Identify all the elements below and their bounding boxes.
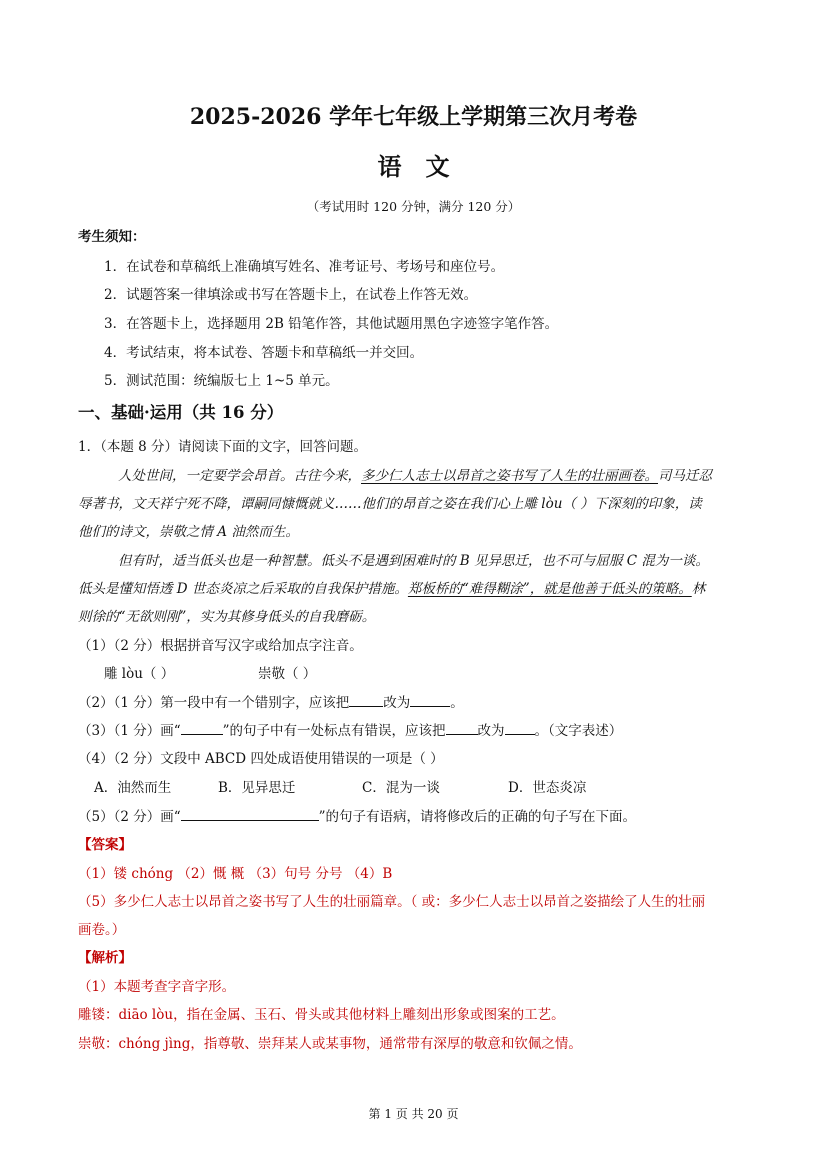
answer-blank[interactable] [410,692,450,707]
underlined-sentence: 多少仁人志士以昂首之姿书写了人生的壮丽画卷。 [361,468,658,484]
passage-line [78,577,705,597]
sub3-text: ”的句子中有一处标点有错误，应该把 [222,723,446,739]
passage-line: 他们的诗文，崇敬之情 A 油然而生。 [78,524,299,540]
analysis-line: 崇敬：chóng jìng，指尊敬、崇拜某人或某事物，通常带有深厚的敬意和钦佩之情。 [78,1036,582,1052]
answer-blank[interactable] [446,720,478,735]
choice-options [94,776,714,794]
option-c[interactable]: C．混为一谈 [362,780,440,796]
analysis-heading: 【解析】 [78,950,132,966]
subject-title: 语文 [377,152,474,181]
exam-time-info: （考试用时 120 分钟，满分 120 分） [306,199,521,214]
underlined-sentence: 郑板桥的“难得糊涂”，就是他善于低头的策略。 [407,581,692,597]
sub1-blank-b[interactable]: 崇敬（ ） [258,666,317,682]
passage-text: 人处世间，一定要学会昂首。古往今来， [118,468,361,484]
sub-question-5 [78,805,636,825]
question-stem: 1．（本题 8 分）请阅读下面的文字，回答问题。 [78,439,368,455]
sub2-text: （2）（1 分）第一段中有一个错别字，应该把 [78,695,350,711]
sub1-blank-a[interactable]: 雕 lòu（ ） [104,666,175,682]
passage-text: 低头是懂知悟透 D 世态炎凉之后采取的自我保护措施。 [78,581,408,597]
analysis-line: 雕镂：diāo lòu，指在金属、玉石、骨头或其他材料上雕刻出形象或图案的工艺。 [78,1007,565,1023]
passage-line: 但有时，适当低头也是一种智慧。低头不是遇到困难时的 B 见异思迁，也不可与屈服 C 混为一谈。 [118,553,709,569]
sub3-text: 。（文字表述） [534,723,623,739]
answer-line: （1）镂 chóng （2）慨 概 （3）句号 分号 （4）B [78,866,393,882]
sub2-text: 。 [450,695,464,711]
sub3-text: （3）（1 分）画“ [78,723,181,739]
passage-line: 辱著书，文天祥宁死不降，谭嗣同慷慨就义……他们的昂首之姿在我们心上雕 lòu（ ）下深刻的印象，读 [78,496,702,512]
notice-heading: 考生须知： [78,229,146,245]
answer-blank[interactable] [181,720,223,735]
notice-item: 2．试题答案一律填涂或书写在答题卡上，在试卷上作答无效。 [104,287,478,303]
sub-question-2 [78,691,464,711]
option-d[interactable]: D．世态炎凉 [508,780,587,796]
sub2-text: 改为 [383,695,411,711]
answer-heading: 【答案】 [78,837,132,853]
answer-blank[interactable] [349,692,383,707]
passage-text: 司马迁忍 [658,468,712,484]
sub-question-1: （1）（2 分）根据拼音写汉字或给加点字注音。 [78,638,363,654]
analysis-line: （1）本题考查字音字形。 [78,979,236,995]
sub5-text: （5）（2 分）画“ [78,809,181,825]
sub-question-4: （4）（2 分）文段中 ABCD 四处成语使用错误的一项是（ ） [78,751,444,767]
sub3-text: 改为 [477,723,505,739]
passage-line: 则徐的“无欲则刚”，实为其修身低头的自我磨砺。 [78,609,376,625]
notice-item: 3．在答题卡上，选择题用 2B 铅笔作答，其他试题用黑色字迹签字笔作答。 [104,316,559,332]
passage-text: 林 [691,581,706,597]
sub-question-3 [78,719,622,739]
answer-blank[interactable] [181,806,319,821]
page-footer: 第 1 页 共 20 页 [368,1107,459,1121]
answer-line: （5）多少仁人志士以昂首之姿书写了人生的壮丽篇章。（ 或：多少仁人志士以昂首之姿描绘了人生的壮丽 [78,894,706,910]
notice-item: 4．考试结束，将本试卷、答题卡和草稿纸一并交回。 [104,345,424,361]
paper-title: 2025-2026 学年七年级上学期第三次月考卷 [189,104,638,130]
passage-line [118,464,712,484]
option-a[interactable]: A．油然而生 [94,780,172,796]
option-b[interactable]: B．见异思迁 [218,780,296,796]
notice-item: 5．测试范围：统编版七上 1~5 单元。 [104,373,339,389]
section-heading: 一、基础·运用（共 16 分） [78,403,284,422]
notice-item: 1．在试卷和草稿纸上准确填写姓名、准考证号、考场号和座位号。 [104,259,505,275]
answer-blank[interactable] [505,720,535,735]
answer-line: 画卷。） [78,922,126,938]
sub5-text: ”的句子有语病，请将修改后的正确的句子写在下面。 [318,809,637,825]
